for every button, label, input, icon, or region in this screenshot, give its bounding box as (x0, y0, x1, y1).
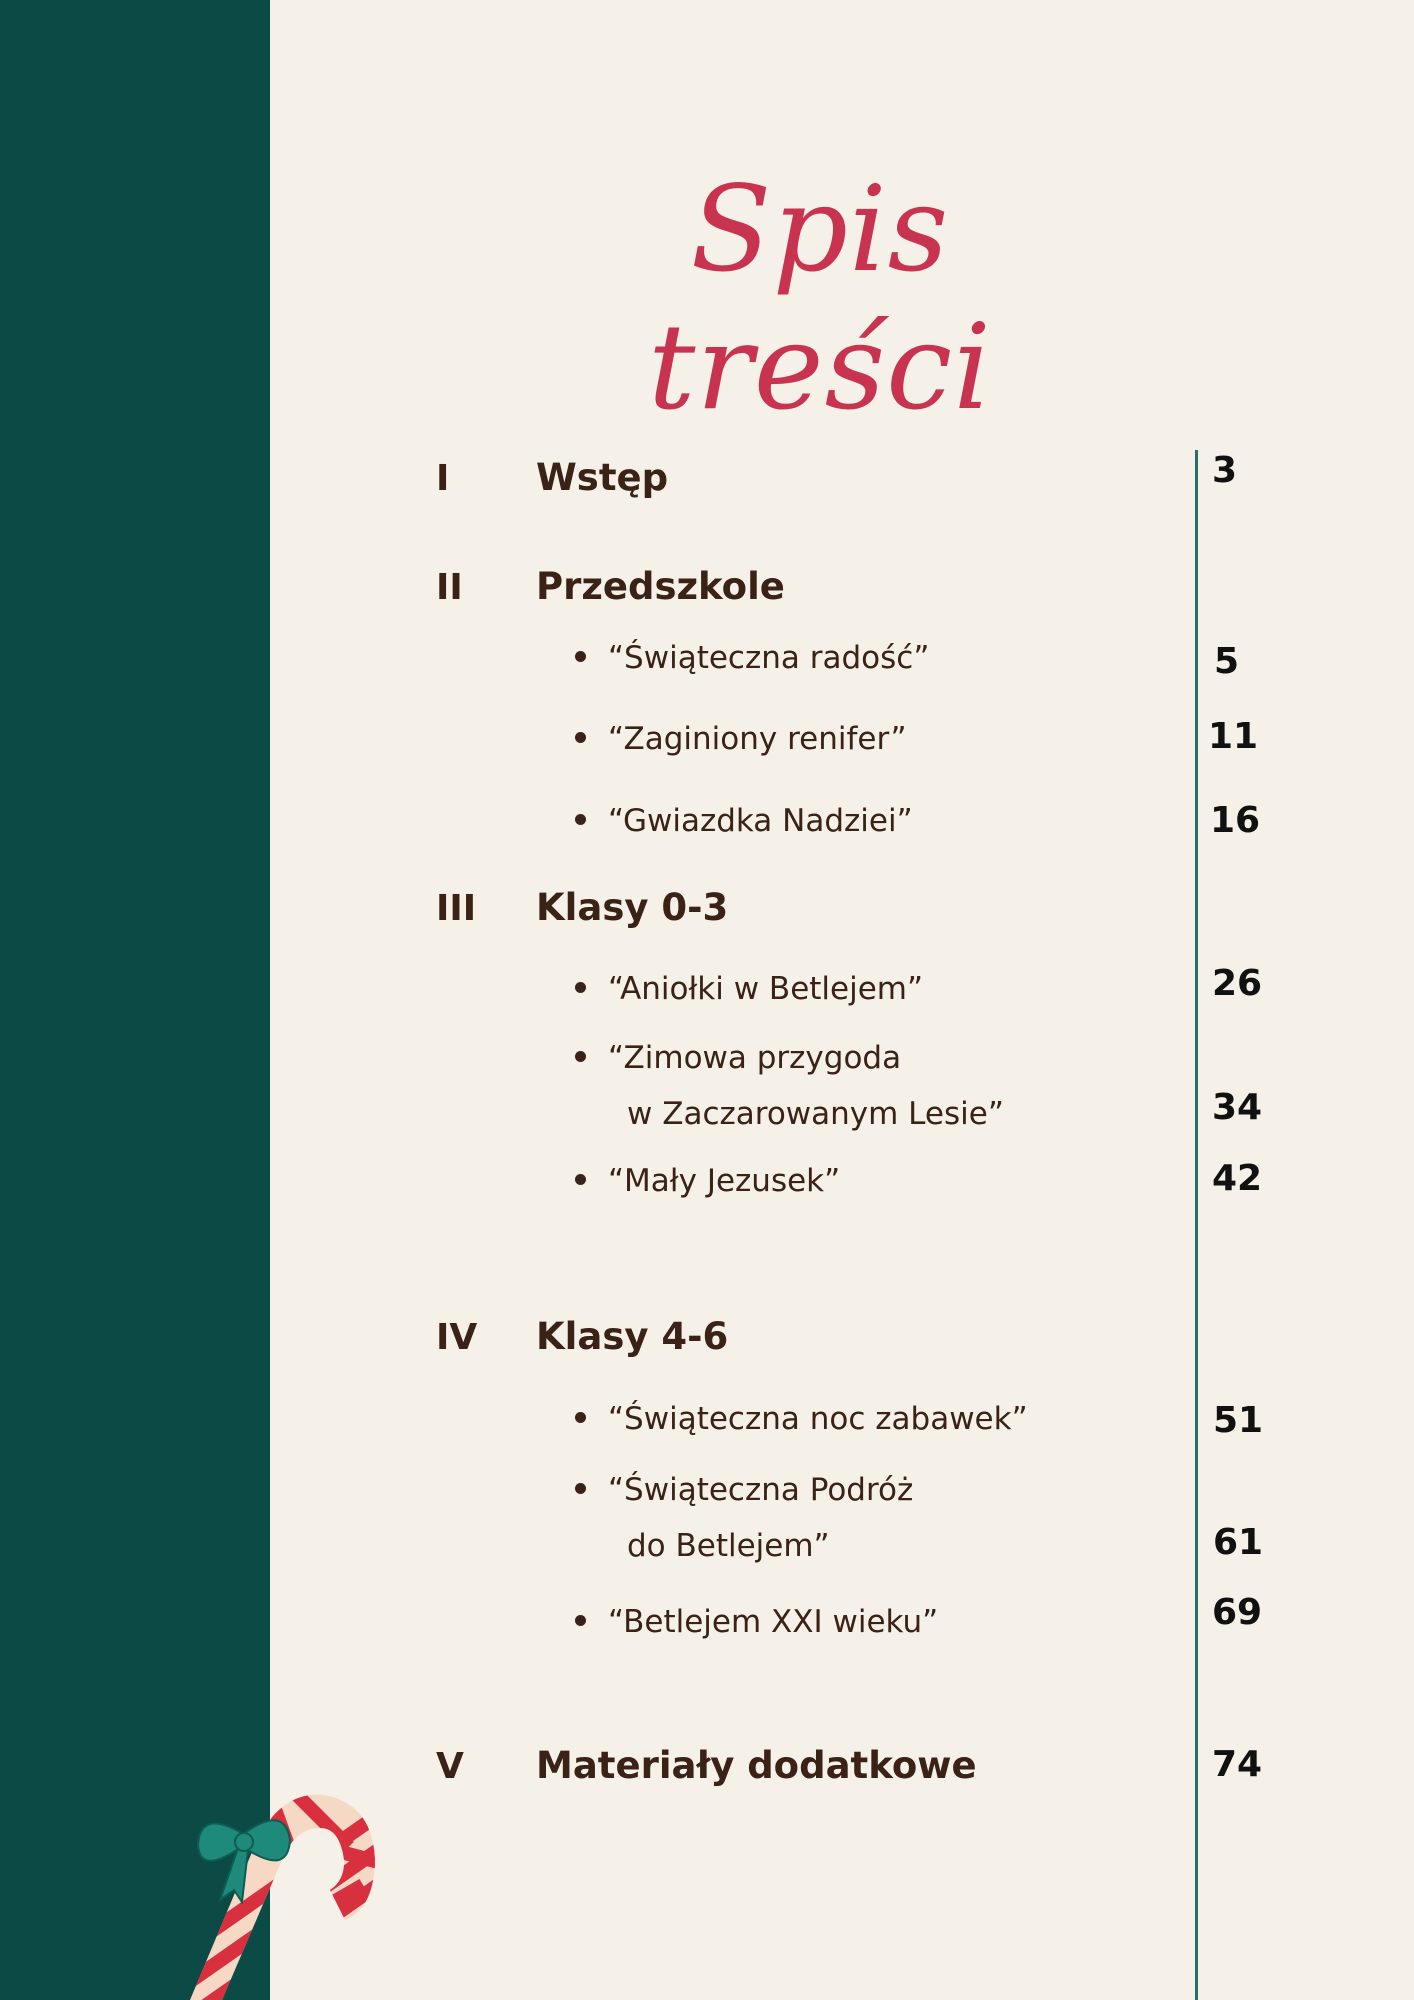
page-number: 51 (1213, 1400, 1264, 1441)
page-number: 26 (1212, 963, 1263, 1004)
toc-item-label: “Betlejem XXI wieku” (608, 1604, 939, 1640)
toc-item (575, 630, 929, 686)
section-number: IV (436, 1317, 478, 1358)
toc-item (575, 711, 907, 767)
toc-item (575, 1030, 1004, 1142)
page-number: 5 (1214, 641, 1240, 682)
sidebar-band (0, 0, 270, 2000)
section-number: I (436, 458, 450, 499)
page-number: 16 (1210, 800, 1261, 841)
toc-item-label: “Zaginiony renifer” (608, 721, 907, 757)
bullet-icon (575, 1615, 586, 1626)
bow-icon (198, 1820, 290, 1902)
section-title: Materiały dodatkowe (536, 1744, 977, 1787)
toc-item-label-continued: w Zaczarowanym Lesie” (627, 1096, 1004, 1132)
toc-item-label: “Gwiazdka Nadziei” (608, 803, 913, 839)
toc-item (575, 1462, 913, 1574)
page-number: 74 (1212, 1744, 1263, 1785)
toc-item-label: “Mały Jezusek” (608, 1163, 841, 1199)
page-number: 34 (1212, 1087, 1263, 1128)
page-title (540, 120, 1100, 436)
toc-item (575, 1391, 1028, 1447)
toc-item-label: “Aniołki w Betlejem” (608, 971, 924, 1007)
bullet-icon (575, 814, 586, 825)
toc-item (575, 793, 913, 849)
page-title-text: Spis treści (647, 160, 993, 436)
toc-item-label: “Świąteczna Podróż (608, 1472, 914, 1508)
section-number: V (436, 1746, 464, 1787)
bullet-icon (575, 1174, 586, 1185)
section-title: Wstęp (536, 456, 669, 499)
toc-item-label-continued: do Betlejem” (627, 1528, 830, 1564)
section-number: III (436, 888, 477, 929)
bullet-icon (575, 732, 586, 743)
section-title: Klasy 0-3 (536, 886, 729, 929)
page-number: 3 (1212, 450, 1238, 491)
bullet-icon (575, 1483, 586, 1494)
bullet-icon (575, 982, 586, 993)
page-number: 42 (1212, 1158, 1263, 1199)
bullet-icon (575, 651, 586, 662)
bullet-icon (575, 1051, 586, 1062)
section-title: Przedszkole (536, 565, 785, 608)
toc-item-label: “Zimowa przygoda (608, 1040, 902, 1076)
toc-item (575, 1153, 840, 1209)
section-number: II (436, 567, 463, 608)
toc-item (575, 1594, 938, 1650)
page-number: 69 (1212, 1592, 1263, 1633)
toc-item-label: “Świąteczna noc zabawek” (608, 1401, 1028, 1437)
toc-item (575, 961, 923, 1017)
page-number: 61 (1213, 1522, 1264, 1563)
candy-cane-icon (160, 1750, 400, 2000)
page-number-divider (1195, 450, 1198, 2000)
page-number: 11 (1208, 716, 1259, 757)
section-title: Klasy 4-6 (536, 1315, 729, 1358)
toc-item-label: “Świąteczna radość” (608, 640, 930, 676)
bullet-icon (575, 1412, 586, 1423)
